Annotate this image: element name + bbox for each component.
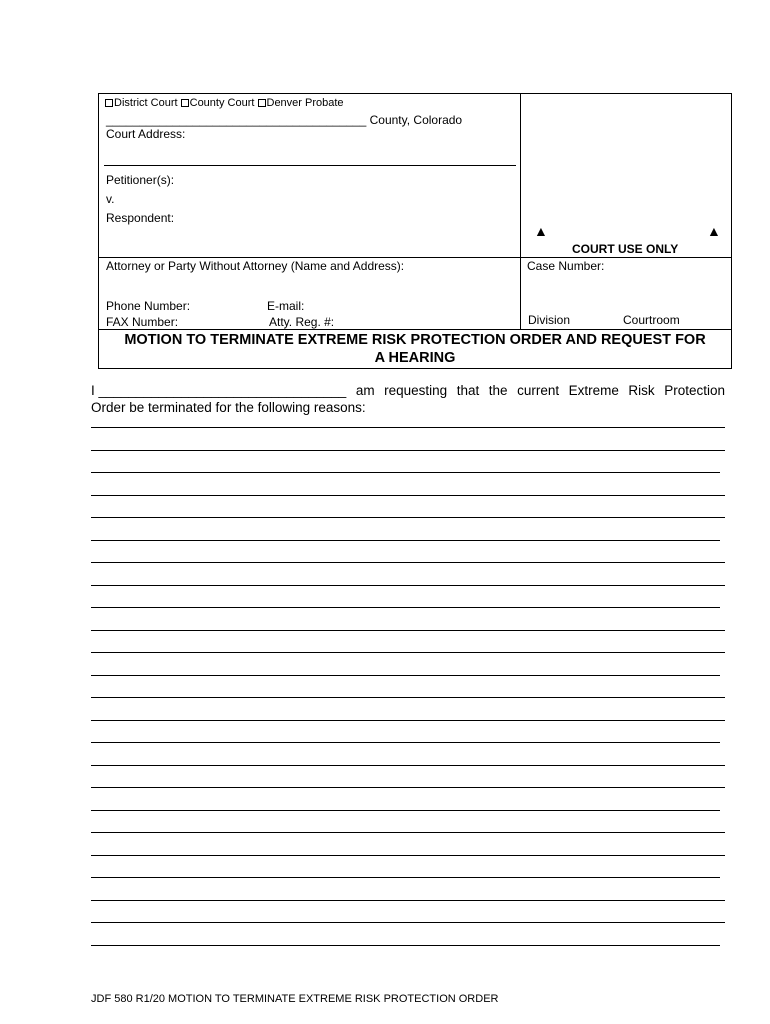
phone-label: Phone Number: [106, 299, 191, 313]
denver-probate-checkbox[interactable] [258, 99, 266, 107]
reason-line[interactable] [91, 495, 725, 496]
reason-line[interactable] [91, 765, 725, 766]
reason-line[interactable] [91, 427, 725, 428]
court-type-options [105, 97, 344, 110]
court-address-label: Court Address: [106, 127, 186, 141]
reason-line[interactable] [91, 585, 725, 586]
reason-line[interactable] [91, 810, 720, 811]
reason-line[interactable] [91, 900, 725, 901]
reason-line[interactable] [91, 652, 725, 653]
fax-label: FAX Number: [106, 315, 179, 329]
reason-line[interactable] [91, 832, 725, 833]
district-court-label: District Court [114, 97, 178, 109]
reason-line[interactable] [91, 877, 720, 878]
intro-rest: am requesting that the current Extreme Risk Protection [346, 383, 725, 398]
attorney-label: Attorney or Party Without Attorney (Name and Address): [106, 259, 405, 273]
up-arrow-right-icon: ▲ [707, 223, 721, 239]
atty-reg-label: Atty. Reg. #: [269, 315, 335, 329]
county-line[interactable]: _______________________________________ County, Colorado [106, 113, 463, 127]
county-court-label: County Court [189, 97, 255, 109]
county-court-checkbox[interactable] [181, 99, 189, 107]
email-label: E-mail: [267, 299, 305, 313]
reason-line[interactable] [91, 562, 725, 563]
caption-vertical-divider [520, 93, 521, 330]
reason-line[interactable] [91, 450, 725, 451]
reason-line[interactable] [91, 742, 720, 743]
reason-line[interactable] [91, 922, 725, 923]
courtroom-label: Courtroom [623, 313, 680, 327]
up-arrow-left-icon: ▲ [534, 223, 548, 239]
reason-line[interactable] [91, 787, 725, 788]
denver-probate-label: Denver Probate [266, 97, 344, 109]
reason-line[interactable] [91, 472, 720, 473]
party-divider-line [104, 165, 516, 166]
court-use-only-label: COURT USE ONLY [572, 242, 679, 256]
title-line-2: A HEARING [374, 350, 456, 366]
respondent-label: Respondent: [106, 211, 175, 225]
reason-line[interactable] [91, 517, 725, 518]
intro-line-2: Order be terminated for the following reasons: [91, 400, 366, 415]
reason-line[interactable] [91, 855, 725, 856]
reason-line[interactable] [91, 630, 725, 631]
versus-label: v. [106, 192, 115, 206]
form-footer: JDF 580 R1/20 MOTION TO TERMINATE EXTREME RISK PROTECTION ORDER [91, 993, 499, 1005]
reason-line[interactable] [91, 945, 720, 946]
caption-box [98, 93, 732, 330]
case-number-label: Case Number: [527, 259, 605, 273]
intro-statement [91, 382, 725, 416]
reason-line[interactable] [91, 607, 720, 608]
caption-horizontal-divider [98, 257, 732, 258]
title-line-1: MOTION TO TERMINATE EXTREME RISK PROTECTION ORDER AND REQUEST FOR [124, 332, 706, 348]
reason-line[interactable] [91, 697, 725, 698]
reason-line[interactable] [91, 675, 720, 676]
reason-line[interactable] [91, 720, 725, 721]
name-blank[interactable]: _________________________________ [98, 383, 347, 398]
intro-prefix: I [91, 383, 99, 398]
reason-line[interactable] [91, 540, 720, 541]
division-label: Division [528, 313, 571, 327]
page-title [98, 331, 732, 367]
district-court-checkbox[interactable] [105, 99, 113, 107]
petitioner-label: Petitioner(s): [106, 173, 175, 187]
